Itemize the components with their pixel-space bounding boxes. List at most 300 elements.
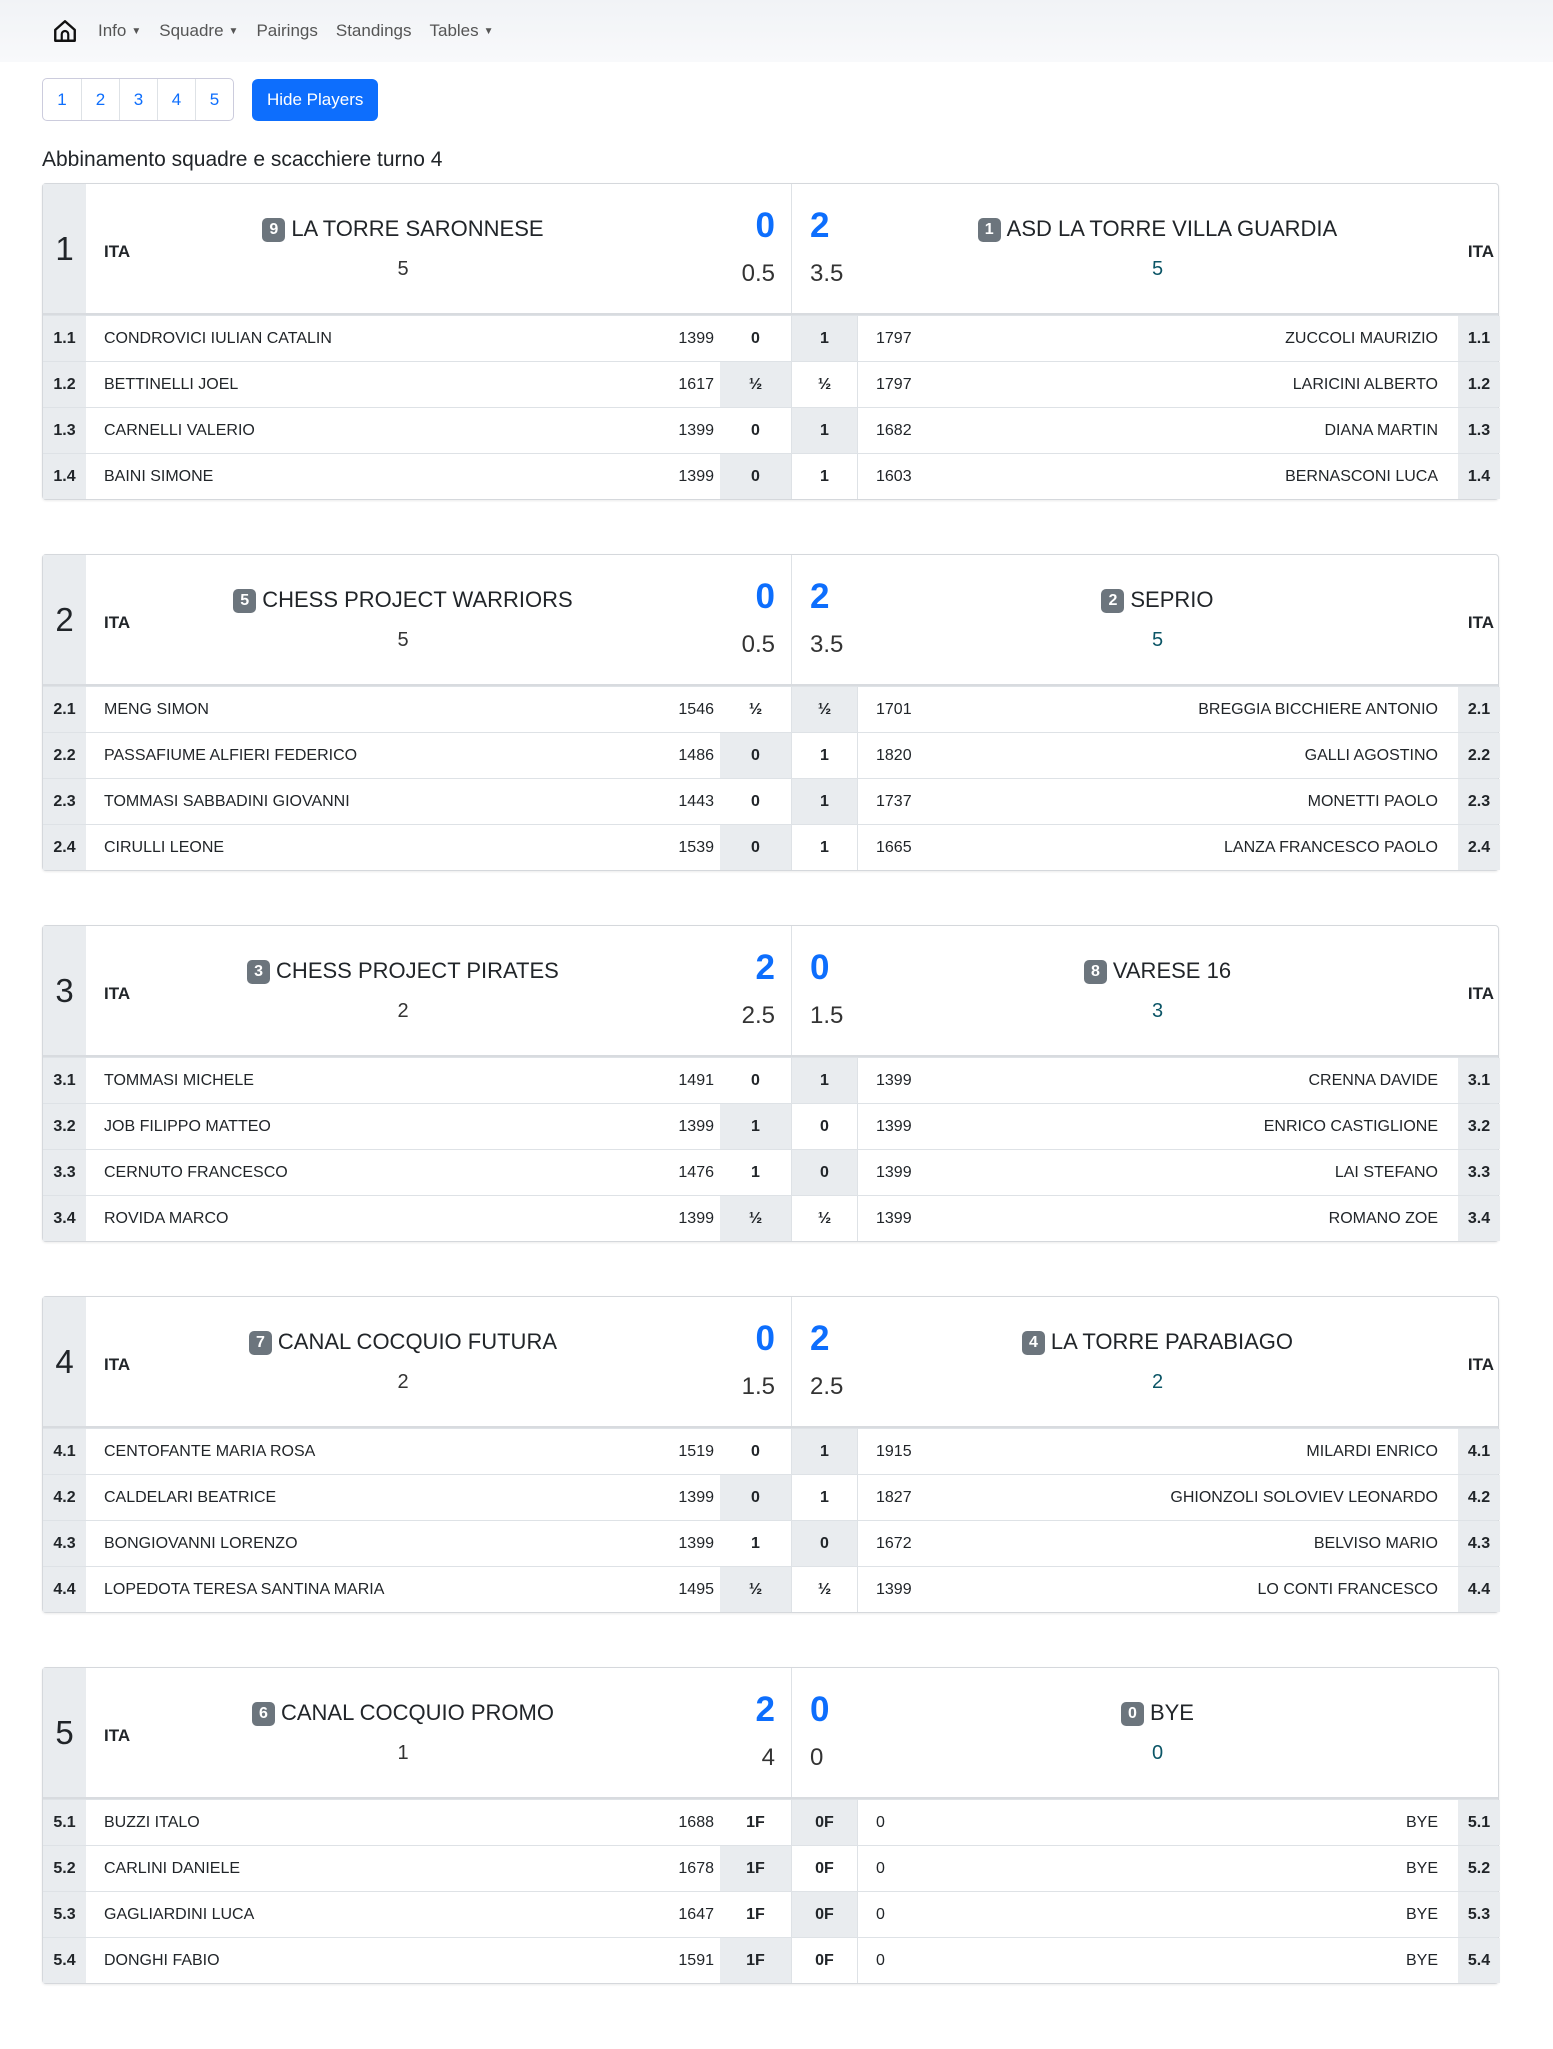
away-federation-cell bbox=[1458, 926, 1500, 1055]
seed-badge: 5 bbox=[233, 589, 256, 613]
nav-item-label: Tables bbox=[429, 21, 479, 40]
away-player-elo: 1827 bbox=[876, 1488, 912, 1506]
home-result: 1 bbox=[751, 1534, 760, 1552]
home-player-elo: 1519 bbox=[678, 1442, 714, 1460]
away-team bbox=[857, 184, 1458, 313]
match-number: 5 bbox=[43, 1668, 86, 1797]
away-federation-cell bbox=[1458, 184, 1500, 313]
away-player-name[interactable]: BYE bbox=[1405, 1813, 1438, 1831]
home-result: 1F bbox=[746, 1813, 765, 1831]
away-result: 1 bbox=[791, 1475, 857, 1520]
away-result: ½ bbox=[791, 362, 857, 407]
away-player-elo: 1399 bbox=[876, 1117, 912, 1135]
away-result: 0 bbox=[791, 1150, 857, 1195]
toolbar bbox=[42, 78, 378, 121]
home-player-elo: 1688 bbox=[678, 1813, 714, 1831]
match-points: 2 bbox=[810, 206, 830, 245]
away-player-name[interactable]: LARICINI ALBERTO bbox=[1292, 375, 1438, 393]
away-score bbox=[791, 926, 857, 1055]
round-link-2[interactable]: 2 bbox=[81, 79, 119, 120]
home-player-name[interactable]: TOMMASI MICHELE bbox=[104, 1071, 254, 1089]
seed-badge: 9 bbox=[262, 218, 285, 242]
board-number: 4.2 bbox=[1458, 1475, 1500, 1520]
nav-item-label: Info bbox=[98, 21, 127, 40]
home-team bbox=[86, 1668, 720, 1797]
round-pagination bbox=[42, 78, 234, 121]
team-name[interactable]: SEPRIO bbox=[1130, 587, 1214, 612]
board-number: 2.3 bbox=[1458, 779, 1500, 824]
round-link-1[interactable]: 1 bbox=[57, 89, 67, 109]
nav-item-standings[interactable] bbox=[336, 21, 412, 41]
team-name[interactable]: LA TORRE SARONNESE bbox=[291, 216, 544, 241]
away-player-name[interactable]: ZUCCOLI MAURIZIO bbox=[1285, 329, 1438, 347]
board-number: 4.4 bbox=[1458, 1567, 1500, 1612]
away-result: 0F bbox=[791, 1846, 857, 1891]
team-points: 5 bbox=[397, 258, 409, 280]
away-result: ½ bbox=[791, 687, 857, 732]
home-player-elo: 1399 bbox=[678, 329, 714, 347]
board-points: 1.5 bbox=[741, 1373, 775, 1400]
team-points: 2 bbox=[397, 1371, 409, 1393]
match-header bbox=[43, 1297, 1498, 1428]
home-result: 0 bbox=[720, 1475, 791, 1520]
away-player-name[interactable]: LAI STEFANO bbox=[1334, 1163, 1438, 1181]
team-name[interactable]: CHESS PROJECT WARRIORS bbox=[262, 587, 573, 612]
away-player-name[interactable]: MONETTI PAOLO bbox=[1307, 792, 1438, 810]
board-number: 5.1 bbox=[43, 1800, 86, 1845]
match-points: 2 bbox=[755, 1690, 775, 1729]
away-player-elo: 0 bbox=[876, 1813, 885, 1831]
nav-item-info[interactable] bbox=[98, 21, 141, 41]
home-team bbox=[86, 184, 720, 313]
away-player-cell bbox=[857, 1892, 1458, 1937]
team-points: 3 bbox=[1151, 1000, 1164, 1022]
home-player-elo: 1399 bbox=[678, 1209, 714, 1227]
board-row bbox=[43, 1799, 1498, 1845]
away-player-elo: 1399 bbox=[876, 1163, 912, 1181]
away-result: 1 bbox=[791, 1058, 857, 1103]
board-row bbox=[43, 315, 1498, 361]
home-player-name[interactable]: BAINI SIMONE bbox=[104, 467, 214, 485]
away-team bbox=[857, 1297, 1458, 1426]
away-player-cell bbox=[857, 1150, 1458, 1195]
home-player-elo: 1399 bbox=[678, 421, 714, 439]
away-player-name[interactable]: LANZA FRANCESCO PAOLO bbox=[1224, 838, 1438, 856]
away-player-cell bbox=[857, 1846, 1458, 1891]
match-number: 3 bbox=[43, 926, 86, 1055]
away-result: ½ bbox=[791, 1567, 857, 1612]
board-number: 1.2 bbox=[43, 362, 86, 407]
away-player-cell bbox=[857, 1475, 1458, 1520]
away-score bbox=[791, 555, 857, 684]
nav-item-squadre[interactable] bbox=[159, 21, 238, 41]
away-player-cell bbox=[857, 1058, 1458, 1103]
board-number: 2.1 bbox=[1458, 687, 1500, 732]
page-title: Abbinamento squadre e scacchiere turno 4 bbox=[42, 148, 443, 171]
board-number: 3.4 bbox=[1458, 1196, 1500, 1241]
away-federation-cell bbox=[1458, 1297, 1500, 1426]
away-result: 1 bbox=[791, 454, 857, 499]
home-result: 1F bbox=[720, 1938, 791, 1983]
away-team bbox=[857, 1668, 1458, 1797]
board-number: 2.2 bbox=[43, 733, 86, 778]
team-federation: ITA bbox=[1467, 242, 1494, 261]
board-points: 3.5 bbox=[810, 260, 844, 287]
top-navbar bbox=[0, 0, 1553, 62]
team-federation: ITA bbox=[1467, 1355, 1494, 1374]
match-header bbox=[43, 555, 1498, 686]
home-result: ½ bbox=[720, 362, 791, 407]
seed-badge: 3 bbox=[247, 960, 270, 984]
away-team bbox=[857, 555, 1458, 684]
away-player-elo: 1820 bbox=[876, 746, 912, 764]
home-result: ½ bbox=[748, 700, 763, 718]
round-link-4[interactable]: 4 bbox=[157, 79, 195, 120]
nav-item-label: Squadre bbox=[159, 21, 224, 40]
hide-players-button[interactable]: Hide Players bbox=[252, 79, 378, 121]
home-player-elo: 1678 bbox=[678, 1859, 714, 1877]
seed-badge: 7 bbox=[249, 1331, 272, 1355]
board-number: 4.2 bbox=[43, 1475, 86, 1520]
away-result: 0F bbox=[791, 1800, 857, 1845]
home-player-elo: 1617 bbox=[678, 375, 714, 393]
home-player-name[interactable]: CARNELLI VALERIO bbox=[104, 421, 255, 439]
board-number: 5.2 bbox=[43, 1846, 86, 1891]
board-points: 3.5 bbox=[810, 631, 844, 658]
board-number: 1.3 bbox=[43, 408, 86, 453]
away-player-name[interactable]: BYE bbox=[1405, 1951, 1438, 1969]
nav-item-label: Pairings bbox=[256, 21, 318, 40]
board-row bbox=[43, 1149, 1498, 1195]
match-points: 0 bbox=[755, 577, 775, 616]
home-player-elo: 1539 bbox=[678, 838, 714, 856]
team-federation: ITA bbox=[1467, 613, 1494, 632]
board-number: 4.1 bbox=[43, 1429, 86, 1474]
board-row bbox=[43, 1057, 1498, 1103]
away-player-cell bbox=[857, 733, 1458, 778]
away-player-cell bbox=[857, 1800, 1458, 1845]
match-card bbox=[42, 925, 1499, 1242]
home-player-name[interactable]: PASSAFIUME ALFIERI FEDERICO bbox=[104, 746, 358, 764]
home-player-name[interactable]: BUZZI ITALO bbox=[104, 1813, 200, 1831]
board-points: 2.5 bbox=[741, 1002, 775, 1029]
team-points: 1 bbox=[397, 1742, 409, 1764]
home-result: 0 bbox=[720, 825, 791, 870]
home-player-elo: 1399 bbox=[678, 1534, 714, 1552]
match-card bbox=[42, 183, 1499, 500]
team-federation: ITA bbox=[1467, 984, 1494, 1003]
away-player-elo: 1603 bbox=[876, 467, 912, 485]
board-row bbox=[43, 361, 1498, 407]
away-player-elo: 1399 bbox=[876, 1071, 912, 1089]
away-player-elo: 0 bbox=[876, 1859, 885, 1877]
board-number: 5.3 bbox=[1458, 1892, 1500, 1937]
team-points: 5 bbox=[1151, 629, 1164, 651]
match-number: 1 bbox=[43, 184, 86, 313]
board-points: 2.5 bbox=[810, 1373, 844, 1400]
away-player-elo: 0 bbox=[876, 1905, 885, 1923]
board-row bbox=[43, 1474, 1498, 1520]
home-result: 0 bbox=[751, 421, 760, 439]
team-federation: ITA bbox=[104, 984, 131, 1003]
home-result: 0 bbox=[751, 1442, 760, 1460]
home-score bbox=[720, 926, 791, 1055]
away-result: 1 bbox=[791, 733, 857, 778]
board-number: 1.1 bbox=[43, 316, 86, 361]
match-card bbox=[42, 1296, 1499, 1613]
team-federation: ITA bbox=[104, 1355, 131, 1374]
away-player-name[interactable]: CRENNA DAVIDE bbox=[1308, 1071, 1438, 1089]
home-player-name[interactable]: CONDROVICI IULIAN CATALIN bbox=[104, 329, 332, 347]
board-number: 1.3 bbox=[1458, 408, 1500, 453]
board-row bbox=[43, 1428, 1498, 1474]
home-score bbox=[720, 1668, 791, 1797]
board-number: 3.2 bbox=[1458, 1104, 1500, 1149]
home-player-name[interactable]: BONGIOVANNI LORENZO bbox=[104, 1534, 298, 1552]
team-name[interactable]: CHESS PROJECT PIRATES bbox=[276, 958, 559, 983]
away-player-name[interactable]: BELVISO MARIO bbox=[1313, 1534, 1438, 1552]
away-player-cell bbox=[857, 1567, 1458, 1612]
away-team bbox=[857, 926, 1458, 1055]
home-score bbox=[720, 555, 791, 684]
board-points: 4 bbox=[761, 1744, 775, 1771]
home-team bbox=[86, 555, 720, 684]
home-player-name[interactable]: CALDELARI BEATRICE bbox=[104, 1488, 277, 1506]
match-card bbox=[42, 554, 1499, 871]
away-player-name[interactable]: BYE bbox=[1405, 1905, 1438, 1923]
board-number: 1.4 bbox=[1458, 454, 1500, 499]
home-player-name[interactable]: ROVIDA MARCO bbox=[104, 1209, 229, 1227]
match-points: 0 bbox=[755, 206, 775, 245]
board-number: 3.2 bbox=[43, 1104, 86, 1149]
away-player-name[interactable]: LO CONTI FRANCESCO bbox=[1257, 1580, 1438, 1598]
home-icon[interactable] bbox=[52, 18, 78, 44]
home-player-elo: 1491 bbox=[678, 1071, 714, 1089]
board-number: 2.4 bbox=[1458, 825, 1500, 870]
board-row bbox=[43, 1103, 1498, 1149]
home-player-name[interactable]: CERNUTO FRANCESCO bbox=[104, 1163, 288, 1181]
seed-badge: 2 bbox=[1101, 589, 1124, 613]
caret-down-icon: ▼ bbox=[131, 26, 142, 38]
away-player-cell bbox=[857, 1196, 1458, 1241]
away-result: 1 bbox=[791, 1429, 857, 1474]
round-link-5[interactable]: 5 bbox=[195, 79, 233, 120]
board-row bbox=[43, 1891, 1498, 1937]
home-player-name[interactable]: TOMMASI SABBADINI GIOVANNI bbox=[104, 792, 350, 810]
team-federation: ITA bbox=[104, 1726, 131, 1745]
team-federation: ITA bbox=[104, 242, 131, 261]
nav-item-pairings[interactable] bbox=[256, 21, 317, 41]
seed-badge: 4 bbox=[1022, 1331, 1045, 1355]
seed-badge: 6 bbox=[252, 1702, 275, 1726]
home-result: 1 bbox=[751, 1163, 760, 1181]
matches-list bbox=[42, 183, 1499, 2038]
away-player-cell bbox=[857, 316, 1458, 361]
caret-down-icon: ▼ bbox=[483, 26, 494, 38]
match-points: 0 bbox=[810, 1690, 830, 1729]
board-number: 4.4 bbox=[43, 1567, 86, 1612]
away-result: 0 bbox=[791, 1521, 857, 1566]
home-player-elo: 1546 bbox=[678, 700, 714, 718]
match-points: 0 bbox=[755, 1319, 775, 1358]
match-number: 4 bbox=[43, 1297, 86, 1426]
home-team bbox=[86, 1297, 720, 1426]
away-player-elo: 1915 bbox=[876, 1442, 912, 1460]
board-row bbox=[43, 1195, 1498, 1241]
board-number: 4.3 bbox=[43, 1521, 86, 1566]
board-number: 3.3 bbox=[43, 1150, 86, 1195]
home-player-elo: 1495 bbox=[678, 1580, 714, 1598]
board-row bbox=[43, 732, 1498, 778]
home-player-elo: 1399 bbox=[678, 1488, 714, 1506]
away-player-cell bbox=[857, 1521, 1458, 1566]
away-player-cell bbox=[857, 1104, 1458, 1149]
away-player-name[interactable]: BERNASCONI LUCA bbox=[1285, 467, 1438, 485]
away-player-elo: 1399 bbox=[876, 1580, 912, 1598]
away-player-name[interactable]: MILARDI ENRICO bbox=[1306, 1442, 1438, 1460]
match-points: 2 bbox=[755, 948, 775, 987]
away-player-cell bbox=[857, 408, 1458, 453]
away-federation-cell bbox=[1458, 1668, 1500, 1797]
board-row bbox=[43, 453, 1498, 499]
home-player-elo: 1591 bbox=[678, 1951, 714, 1969]
away-result: 1 bbox=[791, 779, 857, 824]
board-row bbox=[43, 1845, 1498, 1891]
match-header bbox=[43, 926, 1498, 1057]
away-player-name[interactable]: BREGGIA BICCHIERE ANTONIO bbox=[1198, 700, 1438, 718]
match-points: 0 bbox=[810, 948, 830, 987]
nav-item-tables[interactable] bbox=[430, 21, 494, 41]
home-team bbox=[86, 926, 720, 1055]
board-number: 4.1 bbox=[1458, 1429, 1500, 1474]
board-row bbox=[43, 686, 1498, 732]
away-player-elo: 1399 bbox=[876, 1209, 912, 1227]
home-result: ½ bbox=[720, 1196, 791, 1241]
team-name[interactable]: CANAL COCQUIO FUTURA bbox=[277, 1329, 557, 1354]
away-player-cell bbox=[857, 1429, 1458, 1474]
away-player-elo: 1701 bbox=[876, 700, 912, 718]
board-number: 1.1 bbox=[1458, 316, 1500, 361]
home-player-name[interactable]: MENG SIMON bbox=[104, 700, 209, 718]
board-points: 0.5 bbox=[741, 631, 775, 658]
team-points: 5 bbox=[1151, 258, 1164, 280]
board-number: 2.2 bbox=[1458, 733, 1500, 778]
match-header bbox=[43, 1668, 1498, 1799]
board-points: 0.5 bbox=[741, 260, 775, 287]
home-player-name[interactable]: GAGLIARDINI LUCA bbox=[104, 1905, 255, 1923]
home-player-name[interactable]: CENTOFANTE MARIA ROSA bbox=[104, 1442, 316, 1460]
home-score bbox=[720, 1297, 791, 1426]
board-row bbox=[43, 1566, 1498, 1612]
match-card bbox=[42, 1667, 1499, 1984]
board-number: 5.3 bbox=[43, 1892, 86, 1937]
board-number: 5.2 bbox=[1458, 1846, 1500, 1891]
nav-item-label: Standings bbox=[335, 21, 412, 40]
home-player-name[interactable]: BETTINELLI JOEL bbox=[104, 375, 239, 393]
board-number: 3.4 bbox=[43, 1196, 86, 1241]
team-points: 5 bbox=[397, 629, 409, 651]
board-row bbox=[43, 778, 1498, 824]
away-result: 1 bbox=[791, 316, 857, 361]
home-player-name[interactable]: DONGHI FABIO bbox=[104, 1951, 220, 1969]
team-federation: ITA bbox=[104, 613, 131, 632]
board-row bbox=[43, 1520, 1498, 1566]
board-number: 1.2 bbox=[1458, 362, 1500, 407]
round-link-3[interactable]: 3 bbox=[119, 79, 157, 120]
away-score bbox=[791, 1668, 857, 1797]
board-number: 4.3 bbox=[1458, 1521, 1500, 1566]
team-name[interactable]: ASD LA TORRE VILLA GUARDIA bbox=[1006, 216, 1338, 241]
home-player-name[interactable]: CARLINI DANIELE bbox=[104, 1859, 241, 1877]
home-player-elo: 1399 bbox=[678, 467, 714, 485]
home-result: 1F bbox=[746, 1905, 765, 1923]
board-number: 2.4 bbox=[43, 825, 86, 870]
seed-badge: 0 bbox=[1121, 1702, 1144, 1726]
home-player-name[interactable]: LOPEDOTA TERESA SANTINA MARIA bbox=[104, 1580, 385, 1598]
seed-badge: 1 bbox=[978, 218, 1001, 242]
away-player-name[interactable]: DIANA MARTIN bbox=[1324, 421, 1438, 439]
away-player-cell bbox=[857, 825, 1458, 870]
away-result: 0F bbox=[791, 1892, 857, 1937]
home-result: 0 bbox=[751, 792, 760, 810]
board-points: 1.5 bbox=[810, 1002, 844, 1029]
away-result: 0F bbox=[791, 1938, 857, 1983]
board-number: 2.3 bbox=[43, 779, 86, 824]
away-result: 0 bbox=[791, 1104, 857, 1149]
away-player-name[interactable]: BYE bbox=[1405, 1859, 1438, 1877]
board-number: 5.1 bbox=[1458, 1800, 1500, 1845]
away-player-cell bbox=[857, 687, 1458, 732]
home-player-name[interactable]: JOB FILIPPO MATTEO bbox=[104, 1117, 271, 1135]
board-row bbox=[43, 1937, 1498, 1983]
team-points: 2 bbox=[1151, 1371, 1164, 1393]
board-number: 3.1 bbox=[43, 1058, 86, 1103]
home-result: 0 bbox=[751, 329, 760, 347]
away-player-cell bbox=[857, 362, 1458, 407]
home-player-elo: 1486 bbox=[678, 746, 714, 764]
away-player-elo: 1665 bbox=[876, 838, 912, 856]
home-result: 0 bbox=[751, 1071, 760, 1089]
home-result: 0 bbox=[720, 454, 791, 499]
away-player-name[interactable]: ENRICO CASTIGLIONE bbox=[1263, 1117, 1438, 1135]
away-player-name[interactable]: ROMANO ZOE bbox=[1328, 1209, 1438, 1227]
home-player-name[interactable]: CIRULLI LEONE bbox=[104, 838, 225, 856]
match-header bbox=[43, 184, 1498, 315]
away-player-cell bbox=[857, 1938, 1458, 1983]
away-player-name[interactable]: GALLI AGOSTINO bbox=[1304, 746, 1438, 764]
team-name[interactable]: LA TORRE PARABIAGO bbox=[1050, 1329, 1293, 1354]
team-name[interactable]: CANAL COCQUIO PROMO bbox=[280, 1700, 554, 1725]
home-player-elo: 1443 bbox=[678, 792, 714, 810]
seed-badge: 8 bbox=[1084, 960, 1107, 984]
away-player-cell bbox=[857, 454, 1458, 499]
away-federation-cell bbox=[1458, 555, 1500, 684]
home-result: 1 bbox=[720, 1104, 791, 1149]
board-row bbox=[43, 407, 1498, 453]
away-player-elo: 1737 bbox=[876, 792, 912, 810]
away-result: 1 bbox=[791, 825, 857, 870]
match-number: 2 bbox=[43, 555, 86, 684]
away-player-name[interactable]: GHIONZOLI SOLOVIEV LEONARDO bbox=[1170, 1488, 1438, 1506]
home-player-elo: 1647 bbox=[678, 1905, 714, 1923]
away-player-elo: 1682 bbox=[876, 421, 912, 439]
away-score bbox=[791, 184, 857, 313]
team-name[interactable]: VARESE 16 bbox=[1112, 958, 1232, 983]
away-result: ½ bbox=[791, 1196, 857, 1241]
board-number: 1.4 bbox=[43, 454, 86, 499]
team-name[interactable]: BYE bbox=[1149, 1700, 1194, 1725]
board-number: 2.1 bbox=[43, 687, 86, 732]
